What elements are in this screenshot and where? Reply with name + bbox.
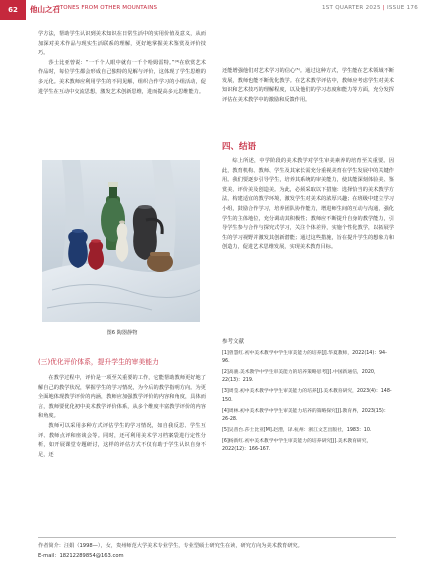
conclusion-column	[222, 157, 394, 253]
still-life-photo	[42, 160, 200, 322]
paragraph: 莎士比亚曾说：“一千个人眼中就有一千个哈姆雷特。”⁽⁴⁾在欣赏艺术作品时，每位学生都会形成自己独特的见解与评价，这体现了学生思维的多元化。美术教师应利用学生的不同见解，组织合作学习的小组活动，促进学生在互动中交流思想，激发艺术创新思维，进而提高多元思维能力。	[38, 59, 206, 95]
pottery-still-life-illustration	[42, 160, 200, 322]
magazine-title-en: STONES FROM OTHER MOUNTAINS	[56, 5, 158, 11]
magazine-title-cn: 他山之石	[30, 5, 60, 14]
right-upper-column	[222, 67, 394, 105]
references-list	[222, 350, 394, 457]
reference-item: [2]高骏.美术教学中学生审美能力的培养策略思考[J].中国新通信，2020，22(13)：219.	[222, 370, 379, 384]
subsection-heading: (三)优化评价体系，提升学生的审美能力	[38, 358, 159, 366]
footer-divider	[38, 537, 396, 538]
section-heading: 四、结语	[222, 142, 257, 152]
paragraph: 教师可以采用多种方式评估学生的学习情况，如自我反思、学生互评、教师点评和座谈会等。同时，还可利用美术学习档案袋进行定性分析，如开展课堂专题研讨，这样的评估方式不仅有助于学生认识自身不足，还	[38, 422, 206, 458]
left-lower-column	[38, 374, 206, 460]
references-title: 参考文献	[222, 339, 245, 345]
reference-item: [1]曾慧红.初中美术教学中学生审美能力的培养[J].华夏教师，2022(14)：94-96.	[222, 351, 387, 365]
issue-info	[322, 5, 418, 11]
paragraph: 在教学过程中，评价是一项至关重要的工作，它能帮助教师更好地了解自己的教学状况，掌握学生的学习情况，为今后的教学指明方向。为更全面地体现教学评价的内涵，教师应加强教学评价的内容和角度，具体而言，教师要优化初中美术教学评价体系，从多个维度丰富教学评价的内容和角度。	[38, 375, 206, 420]
reference-item: [6]杨新红.初中美术教学中学生审美能力的培养研究[J].美术教育研究，2022(12)：166-167.	[222, 438, 372, 453]
page-number: 62	[0, 0, 26, 20]
author-footer	[38, 541, 398, 561]
issue-separator: |	[382, 5, 385, 11]
quarter-label: 1ST QUARTER 2025	[321, 5, 381, 11]
reference-item: [4]周林.初中美术教学中学生审美能力培养的策略探究[J].教育界，2023(15)：26-28.	[222, 408, 389, 422]
reference-item: [5]吴普台.莎士比亚[M].赵澧，译.杭州：浙江文艺出版社，1983：10.	[222, 427, 372, 433]
left-intro-column	[38, 30, 206, 97]
figure-caption: 图6 陶器静物	[106, 330, 138, 336]
issue-label: ISSUE 176	[386, 5, 418, 11]
paragraph: 还能增强他们对艺术学习的信心⁽⁵⁾。通过这种方式，学生能在艺术领域不断发展，教师也能不断优化教学。在艺术教学评估中，教师应考虑学生对美术知识和艺术技巧的理解程度，以及他们的学习态度和能力等方面，充分发挥评估在美术教学中的激励和反馈作用。	[222, 68, 394, 103]
author-bio: 作者简介：汪娟（1998—），女，贵州师范大学美术专业学生，专业型硕士研究生在读，研究方向为美术教育研究。	[38, 543, 303, 549]
page-header	[0, 0, 427, 20]
paragraph: 学方法，帮助学生认识到美术知识在日常生活中的实用价值及意义，从而加深对美术作品与现实生活联系的理解，更好地掌握美术鉴赏及评价技巧。	[38, 31, 206, 57]
paragraph: 综上所述，中学阶段的美术教学对学生审美素养的培育至关重要。因此，教育机构、教师、学生及其家长需充分重视美育在学生发展中的关键作用。我们要逐步引导学生，培养其系统的审美能力，使其能深刻体验美、鉴赏美、评价美及创造美。为此，必须采取以下措施：选择恰当的美术教学方法，构建适宜的教学环境，激发学生对美术的浓厚兴趣；在班级中建立学习小组，鼓励合作学习，培养团队协作能力，增进师生间的互动与沟通，强化学生的主体地位，充分调动其积极性；教师应不断提升自身的教学能力，引导学生参与合作与探究式学习，关注个体差异，实施个性化教学，以拓展学生的学习视野并激发其创新潜能；通过这些措施，旨在提升学生的想象力和创造力，促进艺术思维发展，实现美术教育目标。	[222, 158, 394, 251]
author-email: E-mail：18212289854@163.com	[38, 553, 124, 559]
reference-item: [3]周莹.初中美术教学中学生审美能力的培养[J].美术教育研究，2023(4)：148-150.	[222, 389, 392, 403]
